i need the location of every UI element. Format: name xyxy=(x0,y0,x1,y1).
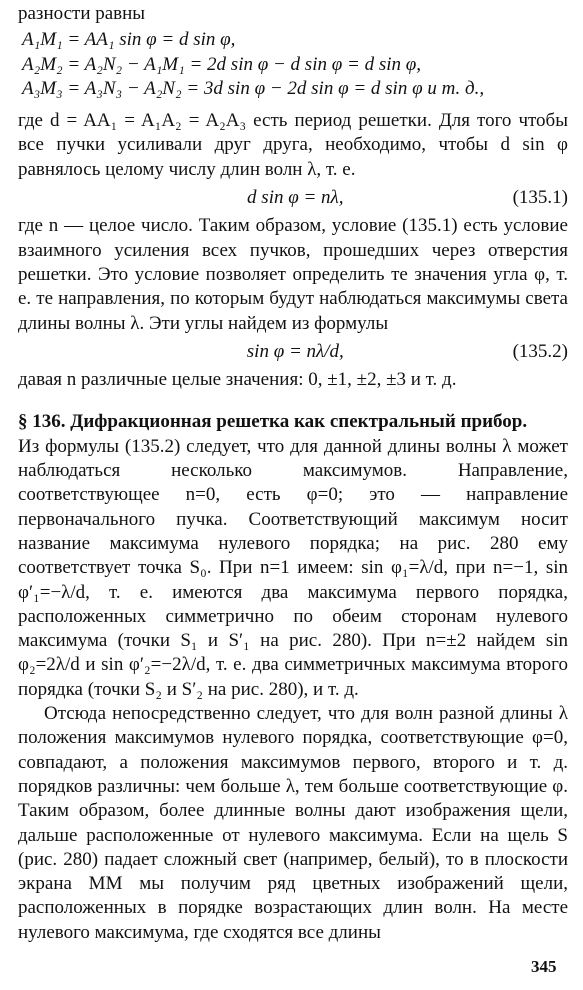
formula-135-2-body: sin φ = nλ/d, xyxy=(246,340,344,362)
paragraph-maxima: Из формулы (135.2) следует, что для данной длины волны λ может наблюдаться несколько максимумов. Направление, соответствующее n=0, есть φ=0; это — направление первоначального пучка. Соответствующий максимум носит название максимума нулевого порядка; на рис. 280 ему соответствует точка S₀. При n=1 имеем: sin φ₁=λ/d, при n=−1, sin φ′₁=−λ/d, т. е. имеются два максимума первого порядка, расположенных симметрично по обеим сторонам нулевого максимума (точки S₁ и S′₁ на рис. 280). При n=±2 найдем sin φ₂=2λ/d и sin φ′₂=−2λ/d, т. е. два симметричных максимума второго порядка (точки S₂ и S′₂ на рис. 280), и т. д. xyxy=(18,435,568,700)
paragraph-integer-values: давая n различные целые значения: 0, ±1, ±2, ±3 и т. д. xyxy=(18,369,457,391)
equation-1: A₁M₁ = AA₁ sin φ = d sin φ, xyxy=(22,29,236,51)
formula-135-2 xyxy=(18,340,568,364)
document-page xyxy=(18,2,568,945)
intro-line: разности равны xyxy=(18,3,146,24)
paragraph-condition: где n — целое число. Таким образом, условие (135.1) есть условие взаимного усиления всех пучков, прошедших через отверстия решетки. Это условие позволяет определить те значения угла φ, т. е. те направления, по которым будут наблюдаться максимумы света длины волны λ. Эти углы найдем из формулы xyxy=(18,215,568,334)
formula-135-1-number: (135.1) xyxy=(512,187,568,209)
equation-2: A₂M₂ = A₂N₂ − A₁M₁ = 2d sin φ − d sin φ = d sin φ, xyxy=(22,53,421,75)
formula-135-2-number: (135.2) xyxy=(512,340,568,362)
section-heading: § 136. Дифракционная решетка как спектральный прибор. xyxy=(18,411,528,433)
equation-3: A₃M₃ = A₃N₃ − A₂N₂ = 3d sin φ − 2d sin φ = d sin φ и т. д., xyxy=(22,77,485,99)
formula-135-1 xyxy=(18,186,568,210)
equation-system xyxy=(22,28,568,101)
formula-135-1-body: d sin φ = nλ, xyxy=(247,187,344,209)
paragraph-wavelengths: Отсюда непосредственно следует, что для волн разной длины λ положения максимумов нулевого порядка, соответствующие φ=0, совпадают, а положения максимумов первого, второго и т. д. порядков различны: чем больше λ, тем больше соответствующие φ. Таким образом, более длинные волны дают изображения щели, дальше расположенные от нулевого максимума. Если на щель S (рис. 280) падает сложный свет (например, белый), то в плоскости экрана MM мы получим ряд цветных изображений щели, расположенных в порядке возрастающих длин волн. На месте нулевого максимума, где сходятся все длины xyxy=(18,703,568,943)
paragraph-period: где d = AA₁ = A₁A₂ = A₂A₃ есть период решетки. Для того чтобы все пучки усиливали друг друга, необходимо, чтобы d sin φ равнялось целому числу длин волн λ, т. е. xyxy=(18,110,568,180)
page-number: 345 xyxy=(531,957,557,976)
